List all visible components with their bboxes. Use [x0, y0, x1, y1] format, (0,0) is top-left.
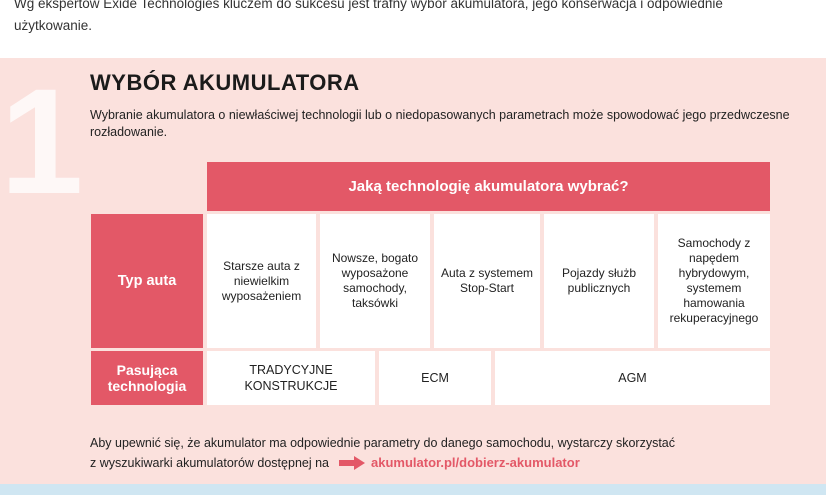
technology-cell: AGM — [495, 351, 770, 405]
car-type-cell: Auta z systemem Stop-Start — [434, 214, 540, 348]
battery-finder-link[interactable]: akumulator.pl/dobierz-akumulator — [371, 455, 580, 470]
footer-text-line1: Aby upewnić się, że akumulator ma odpowiednie parametry do danego samochodu, wystarczy skorzystać — [90, 436, 676, 450]
footer-note — [90, 433, 790, 473]
car-type-cell: Samochody z napędem hybrydowym, systemem hamowania rekuperacyjnego — [658, 214, 770, 348]
footer-text-line2: z wyszukiwarki akumulatorów dostępnej na — [90, 456, 329, 470]
row-label-car-type: Typ auta — [91, 214, 203, 348]
technology-cell: TRADYCYJNE KONSTRUKCJE — [207, 351, 375, 405]
section-number: 1 — [0, 57, 84, 225]
technology-cell: ECM — [379, 351, 491, 405]
arrow-right-icon — [339, 456, 365, 470]
table-header: Jaką technologię akumulatora wybrać? — [207, 162, 770, 211]
section-description: Wybranie akumulatora o niewłaściwej technologii lub o niedopasowanych parametrach może spowodować jego przedwczesne rozładowanie. — [90, 108, 790, 139]
car-type-cell: Pojazdy służb publicznych — [544, 214, 654, 348]
footer-line2 — [90, 453, 790, 473]
bottom-strip — [0, 484, 826, 495]
intro-paragraph: Wg ekspertów Exide Technologies kluczem do sukcesu jest trafny wybór akumulatora, jego konserwacja i odpowiednie użytkowanie. — [14, 0, 723, 33]
car-type-cell: Starsze auta z niewielkim wyposażeniem — [207, 214, 316, 348]
row-label-technology: Pasująca technologia — [91, 351, 203, 405]
section-title: WYBÓR AKUMULATORA — [90, 70, 360, 95]
car-type-cell: Nowsze, bogato wyposażone samochody, taksówki — [320, 214, 430, 348]
